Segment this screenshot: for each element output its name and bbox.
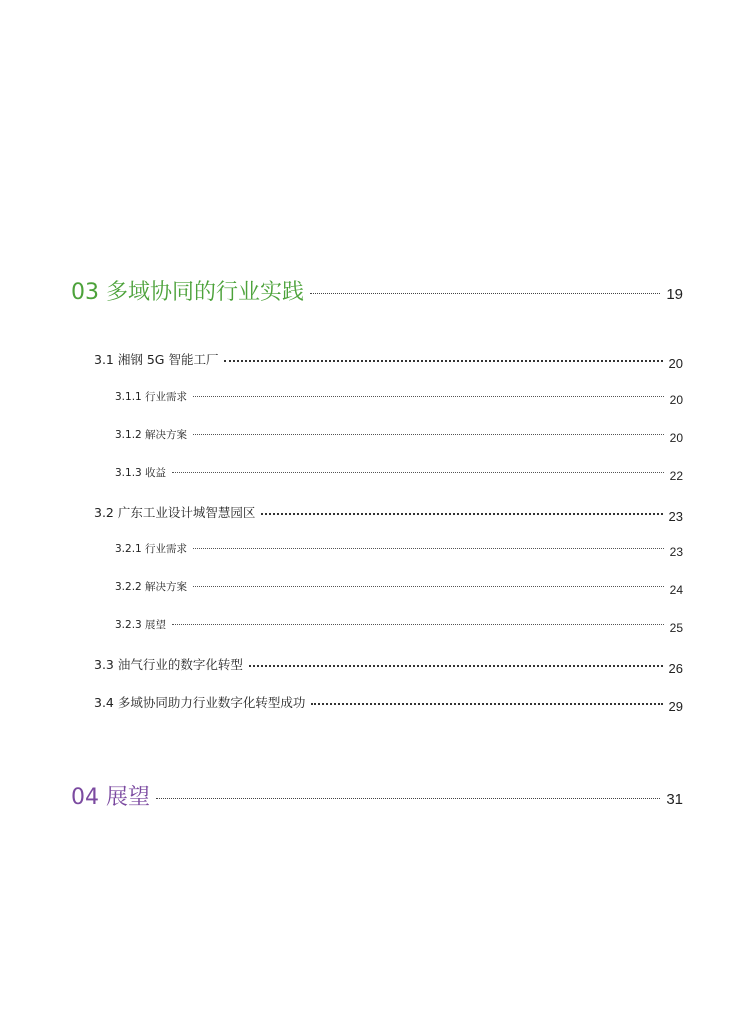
leader-dots [193, 434, 664, 435]
section-title: 3.3 油气行业的数字化转型 [94, 657, 243, 672]
leader-dots [156, 798, 660, 799]
toc-subsection-3-1-2[interactable] [115, 427, 683, 445]
toc-subsection-3-2-2[interactable] [115, 579, 683, 597]
page-number: 22 [669, 469, 683, 483]
subsection-title: 3.1.3 收益 [115, 467, 167, 479]
toc-section-3-4[interactable] [94, 693, 683, 714]
toc-chapter-04[interactable] [71, 780, 683, 811]
section-title: 3.2 广东工业设计城智慧园区 [94, 505, 256, 520]
toc-section-3-1[interactable] [94, 350, 683, 371]
page-number: 23 [669, 545, 683, 559]
leader-dots [249, 665, 663, 667]
subsection-title: 3.1.1 行业需求 [115, 391, 188, 403]
leader-dots [261, 513, 662, 515]
leader-dots [224, 360, 662, 362]
page-number: 20 [669, 393, 683, 407]
page-number: 25 [669, 621, 683, 635]
page-number: 19 [666, 286, 683, 303]
leader-dots [172, 624, 664, 625]
toc-subsection-3-1-3[interactable] [115, 465, 683, 483]
page-number: 29 [668, 699, 683, 714]
toc-section-3-3[interactable] [94, 655, 683, 676]
page-number: 20 [668, 356, 683, 371]
toc-subsection-3-2-1[interactable] [115, 541, 683, 559]
toc-section-3-2[interactable] [94, 503, 683, 524]
page-number: 20 [669, 431, 683, 445]
page-number: 24 [669, 583, 683, 597]
leader-dots [193, 586, 664, 587]
page-number: 26 [668, 661, 683, 676]
section-title: 3.4 多域协同助力行业数字化转型成功 [94, 695, 306, 710]
chapter-title: 04 展望 [71, 785, 150, 810]
leader-dots [193, 396, 664, 397]
chapter-title: 03 多域协同的行业实践 [71, 280, 304, 305]
subsection-title: 3.2.2 解决方案 [115, 581, 188, 593]
page-number: 31 [666, 791, 683, 808]
leader-dots [310, 293, 660, 294]
leader-dots [172, 472, 664, 473]
toc-subsection-3-2-3[interactable] [115, 617, 683, 635]
toc-subsection-3-1-1[interactable] [115, 389, 683, 407]
leader-dots [311, 703, 662, 705]
subsection-title: 3.2.1 行业需求 [115, 543, 188, 555]
page-number: 23 [668, 509, 683, 524]
subsection-title: 3.2.3 展望 [115, 619, 167, 631]
section-title: 3.1 湘钢 5G 智能工厂 [94, 352, 219, 367]
toc-chapter-03[interactable] [71, 275, 683, 306]
leader-dots [193, 548, 664, 549]
subsection-title: 3.1.2 解决方案 [115, 429, 188, 441]
